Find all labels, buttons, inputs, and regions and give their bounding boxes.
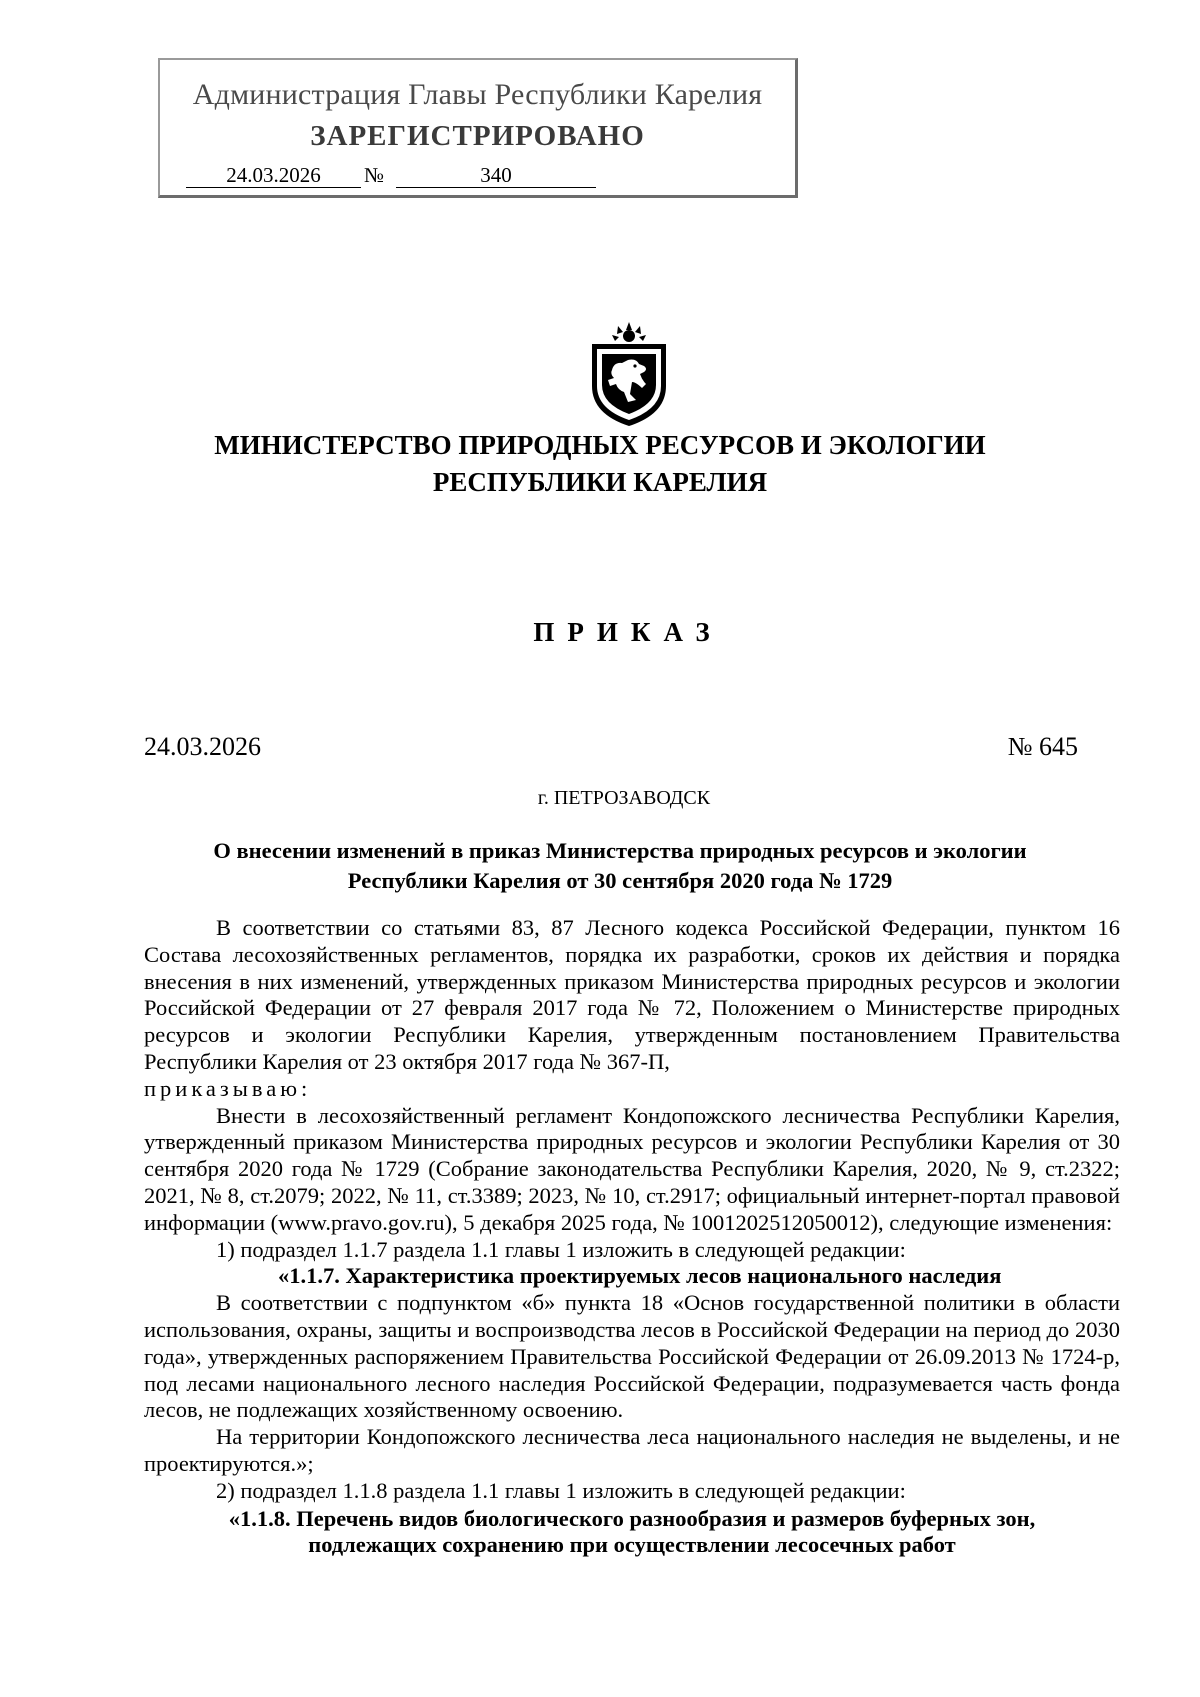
item-1-heading: «1.1.7. Характеристика проектируемых лесов национального наследия [278, 1263, 1002, 1289]
stamp-number-label: № [364, 163, 385, 187]
stamp-date-underline [186, 187, 361, 188]
item-1: 1) подраздел 1.1.7 раздела 1.1 главы 1 изложить в следующей редакции: [216, 1236, 906, 1262]
order-date: 24.03.2026 [144, 732, 261, 761]
item-1-paragraph-2: На территории Кондопожского лесничества леса национального наследия не выделены, и не проектируются.»; [144, 1424, 1120, 1476]
item-2: 2) подраздел 1.1.8 раздела 1.1 главы 1 изложить в следующей редакции: [216, 1477, 906, 1503]
ministry-name-line1: МИНИСТЕРСТВО ПРИРОДНЫХ РЕСУРСОВ И ЭКОЛОГИИ [214, 430, 986, 460]
stamp-authority: Администрация Главы Республики Карелия [192, 78, 763, 111]
stamp-number-underline [396, 187, 596, 188]
item-1-paragraph-1: В соответствии с подпунктом «б» пункта 18 «Основ государственной политики в области использования, охраны, защиты и воспроизводства лесов в Российской Федерации на период до 2030 года», утвержденных распоряжением Правительства Российской Федерации от 26.09.2013 № 1724-р, под лесами национального лесного наследия Российской Федерации, подразумевается часть фонда лесов, не подлежащих хозяйственному освоению. [144, 1290, 1120, 1423]
item-2-heading-line1: «1.1.8. Перечень видов биологического разнообразия и размеров буферных зон, [228, 1505, 1036, 1531]
document-type: ПРИКАЗ [533, 617, 723, 647]
order-title-line1: О внесении изменений в приказ Министерства природных ресурсов и экологии [213, 838, 1027, 863]
order-word: приказываю: [144, 1075, 312, 1101]
preamble-paragraph: В соответствии со статьями 83, 87 Лесного кодекса Российской Федерации, пунктом 16 Состава лесохозяйственных регламентов, порядка их разработки, сроков их действия и порядка внесения в них изменений, утвержденных приказом Министерства природных ресурсов и экологии Российской Федерации от 27 февраля 2017 года № 72, Положением о Министерстве природных ресурсов и экологии Республики Карелия, утвержденным постановлением Правительства Республики Карелия от 23 октября 2017 года № 367-П, [144, 915, 1120, 1074]
order-body [144, 915, 1120, 1559]
order-number: № 645 [1007, 732, 1078, 761]
city: г. ПЕТРОЗАВОДСК [537, 787, 711, 809]
intro-paragraph: Внести в лесохозяйственный регламент Кондопожского лесничества Республики Карелия, утвержденный приказом Министерства природных ресурсов и экологии Республики Карелия от 30 сентября 2020 года № 1729 (Собрание законодательства Республики Карелия, 2020, № 9, ст.2322; 2021, № 8, ст.2079; 2022, № 11, ст.3389; 2023, № 10, ст.2917; официальный интернет-портал правовой информации (www.pravo.gov.ru), 5 декабря 2025 года, № 1001202512050012), следующие изменения: [144, 1102, 1120, 1235]
karelia-coat-of-arms-icon [584, 322, 674, 428]
order-title-line2: Республики Карелия от 30 сентября 2020 года № 1729 [347, 868, 893, 893]
registration-stamp [158, 58, 798, 198]
ministry-name-line2: РЕСПУБЛИКИ КАРЕЛИЯ [432, 467, 768, 497]
item-2-heading-line2: подлежащих сохранению при осуществлении лесосечных работ [308, 1532, 956, 1558]
stamp-number: 340 [480, 163, 512, 187]
stamp-status: ЗАРЕГИСТРИРОВАНО [310, 120, 645, 152]
stamp-registration-line [186, 163, 766, 193]
stamp-date: 24.03.2026 [226, 163, 321, 187]
